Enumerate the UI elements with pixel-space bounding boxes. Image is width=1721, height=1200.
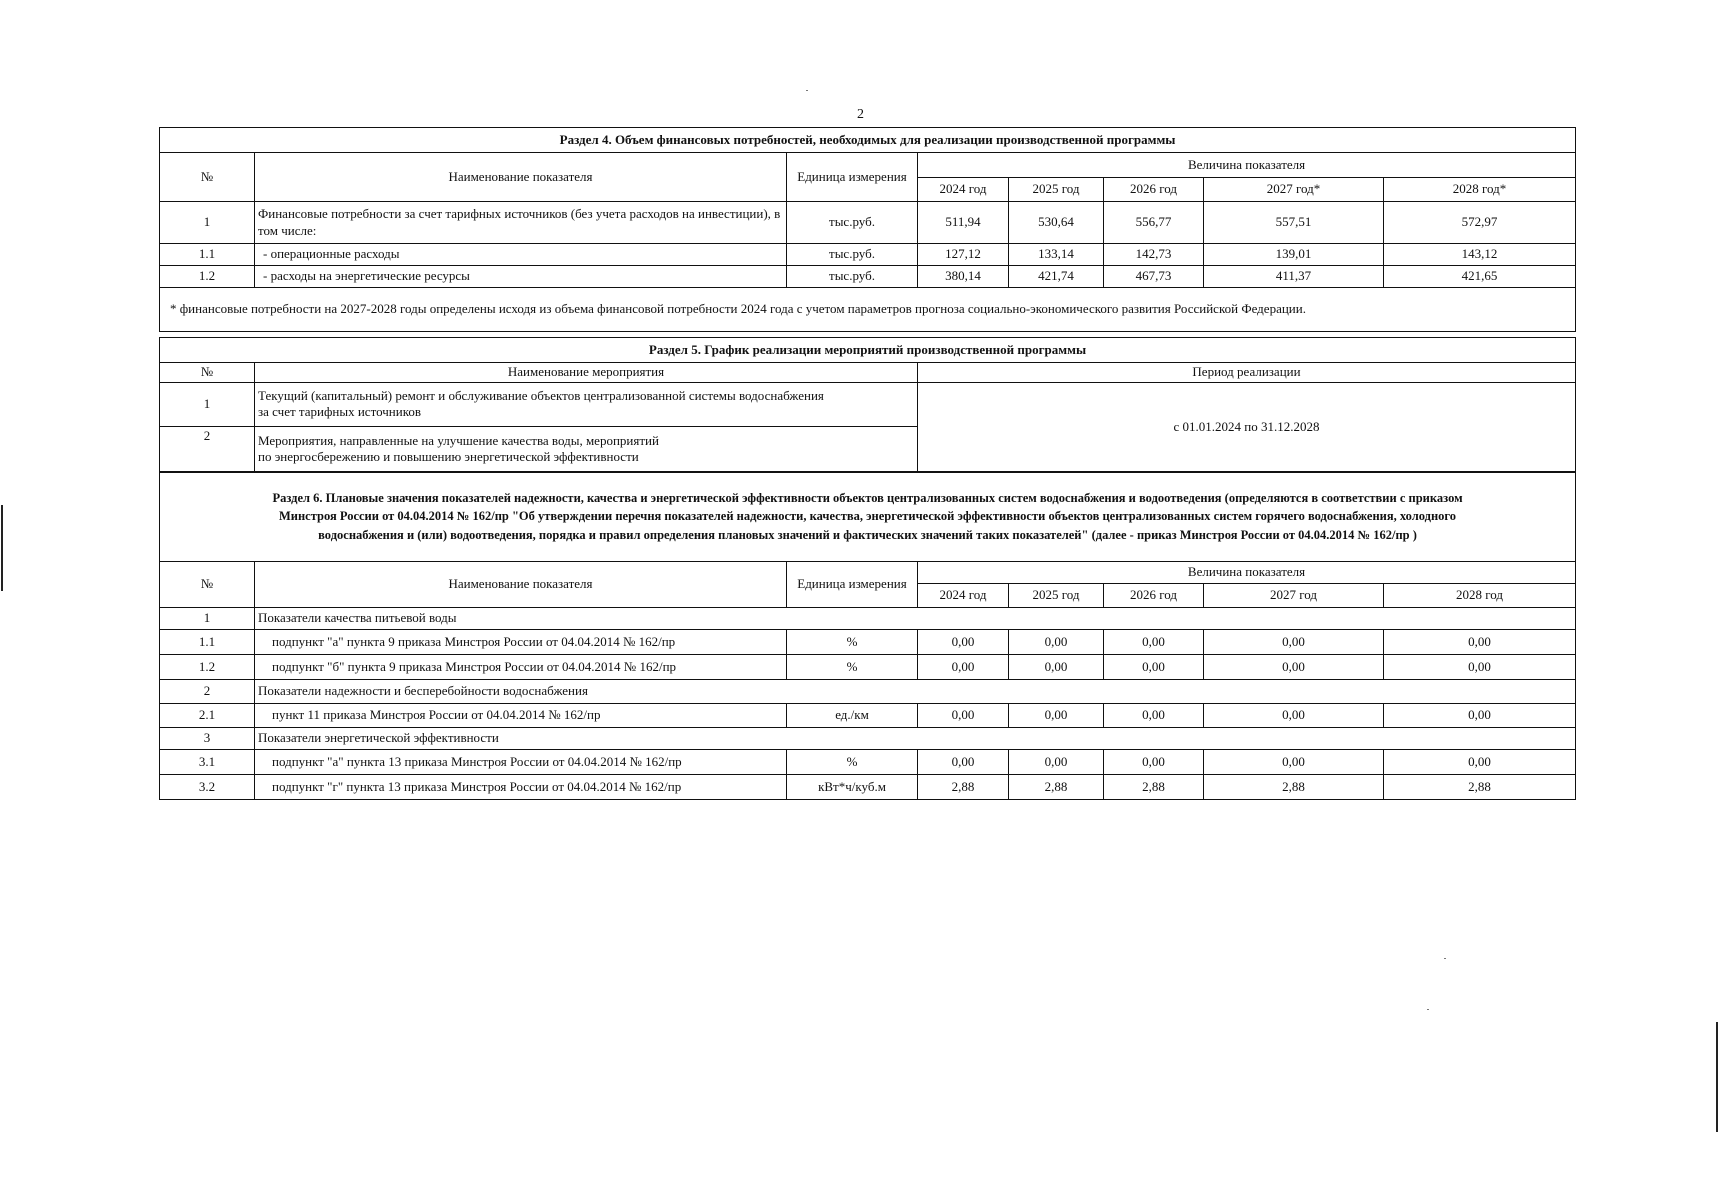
section4-title: Раздел 4. Объем финансовых потребностей, необходимых для реализации производственной программы — [160, 128, 1576, 153]
row-name-line: Текущий (капитальный) ремонт и обслуживание объектов централизованной системы водоснабжения — [258, 387, 824, 403]
row-num: 1.2 — [160, 655, 255, 680]
row-value: 557,51 — [1204, 202, 1384, 244]
row-num: 1 — [160, 382, 255, 426]
table-row — [160, 775, 1576, 800]
row-value: 2,88 — [1204, 775, 1384, 800]
row-value: 0,00 — [1104, 750, 1204, 775]
row-value: 2,88 — [1009, 775, 1104, 800]
group-num: 1 — [160, 608, 255, 630]
section5-title: Раздел 5. График реализации мероприятий производственной программы — [160, 338, 1576, 363]
header-year: 2024 год — [918, 178, 1009, 202]
row-value: 0,00 — [1009, 750, 1104, 775]
row-value: 0,00 — [1384, 630, 1576, 655]
row-value: 0,00 — [1204, 704, 1384, 728]
row-unit: кВт*ч/куб.м — [787, 775, 918, 800]
header-year: 2028 год — [1384, 584, 1576, 608]
scan-mark-left — [1, 505, 3, 591]
table-row — [160, 655, 1576, 680]
scan-mark-right — [1716, 1022, 1718, 1132]
header-name: Наименование мероприятия — [255, 363, 918, 383]
section5-table — [159, 337, 1576, 473]
row-value: 380,14 — [918, 266, 1009, 288]
header-num: № — [160, 153, 255, 202]
row-name: подпункт "а" пункта 13 приказа Минстроя России от 04.04.2014 № 162/пр — [255, 750, 787, 775]
group-num: 2 — [160, 680, 255, 704]
row-value: 133,14 — [1009, 244, 1104, 266]
row-value: 0,00 — [1009, 704, 1104, 728]
header-num: № — [160, 363, 255, 383]
row-num: 3.2 — [160, 775, 255, 800]
header-year: 2025 год — [1009, 584, 1104, 608]
row-unit: тыс.руб. — [787, 244, 918, 266]
row-name-line: Мероприятия, направленные на улучшение качества воды, мероприятий — [258, 432, 659, 448]
table-row — [160, 630, 1576, 655]
table-row — [160, 266, 1576, 288]
row-value: 142,73 — [1104, 244, 1204, 266]
group-row — [160, 728, 1576, 750]
row-value: 530,64 — [1009, 202, 1104, 244]
header-period: Период реализации — [918, 363, 1576, 383]
table-row — [160, 750, 1576, 775]
group-name: Показатели качества питьевой воды — [255, 608, 1576, 630]
header-year: 2028 год* — [1384, 178, 1576, 202]
group-row — [160, 680, 1576, 704]
row-value: 421,65 — [1384, 266, 1576, 288]
row-name: - расходы на энергетические ресурсы — [255, 266, 787, 288]
section6-title-line: Раздел 6. Плановые значения показателей надежности, качества и энергетической эффективности объектов централизованных систем водоснабжения и водоотведения (определяются в соответствии с приказом — [272, 491, 1463, 506]
row-unit: тыс.руб. — [787, 202, 918, 244]
scan-speck — [1427, 1009, 1429, 1010]
row-value: 139,01 — [1204, 244, 1384, 266]
row-value: 0,00 — [1384, 655, 1576, 680]
row-unit: % — [787, 630, 918, 655]
row-value: 2,88 — [1104, 775, 1204, 800]
header-name: Наименование показателя — [255, 562, 787, 608]
row-value: 0,00 — [918, 750, 1009, 775]
section6-title-line: водоснабжения и (или) водоотведения, порядка и правил определения плановых значений и фактических значений таких показателей" (далее - приказ Минстроя России от 04.04.2014 № 162/пр ) — [318, 527, 1417, 542]
header-year: 2024 год — [918, 584, 1009, 608]
row-value: 0,00 — [1204, 655, 1384, 680]
row-value: 0,00 — [918, 655, 1009, 680]
row-num: 1.2 — [160, 266, 255, 288]
row-value: 411,37 — [1204, 266, 1384, 288]
row-unit: тыс.руб. — [787, 266, 918, 288]
row-value: 572,97 — [1384, 202, 1576, 244]
row-name-line: за счет тарифных источников — [258, 404, 421, 420]
table-row — [160, 704, 1576, 728]
header-num: № — [160, 562, 255, 608]
header-value-group: Величина показателя — [918, 562, 1576, 584]
row-unit: % — [787, 655, 918, 680]
row-name: подпункт "а" пункта 9 приказа Минстроя России от 04.04.2014 № 162/пр — [255, 630, 787, 655]
header-year: 2027 год — [1204, 584, 1384, 608]
row-num: 2 — [160, 426, 255, 472]
row-value: 2,88 — [918, 775, 1009, 800]
row-value: 467,73 — [1104, 266, 1204, 288]
header-unit: Единица измерения — [787, 562, 918, 608]
group-row — [160, 608, 1576, 630]
row-name-line: по энергосбережению и повышению энергетической эффективности — [258, 449, 639, 465]
period-cell: с 01.01.2024 по 31.12.2028 — [918, 382, 1576, 472]
row-name — [255, 426, 918, 472]
row-name: Финансовые потребности за счет тарифных источников (без учета расходов на инвестиции), в том числе: — [255, 202, 787, 244]
group-num: 3 — [160, 728, 255, 750]
row-name — [255, 382, 918, 426]
section6-table — [159, 471, 1576, 800]
row-value: 421,74 — [1009, 266, 1104, 288]
row-num: 2.1 — [160, 704, 255, 728]
table-row — [160, 244, 1576, 266]
row-value: 0,00 — [918, 630, 1009, 655]
scan-speck — [1444, 958, 1446, 959]
header-value-group: Величина показателя — [918, 153, 1576, 178]
table-row — [160, 202, 1576, 244]
section4-table — [159, 127, 1576, 332]
row-value: 0,00 — [918, 704, 1009, 728]
row-num: 1 — [160, 202, 255, 244]
row-name: пункт 11 приказа Минстроя России от 04.04.2014 № 162/пр — [255, 704, 787, 728]
group-name: Показатели энергетической эффективности — [255, 728, 1576, 750]
row-value: 2,88 — [1384, 775, 1576, 800]
row-value: 0,00 — [1104, 655, 1204, 680]
row-name: подпункт "г" пункта 13 приказа Минстроя России от 04.04.2014 № 162/пр — [255, 775, 787, 800]
row-value: 0,00 — [1009, 655, 1104, 680]
row-unit: ед./км — [787, 704, 918, 728]
row-value: 0,00 — [1204, 630, 1384, 655]
header-year: 2026 год — [1104, 178, 1204, 202]
row-value: 511,94 — [918, 202, 1009, 244]
section6-title-line: Минстроя России от 04.04.2014 № 162/пр "Об утверждении перечня показателей надежности, качества, энергетической эффективности объектов централизованных систем горячего водоснабжения, холодного — [278, 509, 1457, 524]
row-value: 0,00 — [1104, 630, 1204, 655]
header-year: 2026 год — [1104, 584, 1204, 608]
scan-speck — [806, 90, 808, 91]
row-value: 556,77 — [1104, 202, 1204, 244]
row-num: 1.1 — [160, 630, 255, 655]
row-value: 127,12 — [918, 244, 1009, 266]
row-value: 0,00 — [1104, 704, 1204, 728]
row-value: 143,12 — [1384, 244, 1576, 266]
row-num: 3.1 — [160, 750, 255, 775]
header-unit: Единица измерения — [787, 153, 918, 202]
header-year: 2025 год — [1009, 178, 1104, 202]
row-name: подпункт "б" пункта 9 приказа Минстроя России от 04.04.2014 № 162/пр — [255, 655, 787, 680]
header-year: 2027 год* — [1204, 178, 1384, 202]
header-name: Наименование показателя — [255, 153, 787, 202]
group-name: Показатели надежности и бесперебойности водоснабжения — [255, 680, 1576, 704]
page-number: 2 — [857, 107, 864, 122]
row-num: 1.1 — [160, 244, 255, 266]
section6-title — [160, 472, 1576, 562]
row-value: 0,00 — [1384, 750, 1576, 775]
row-name: - операционные расходы — [255, 244, 787, 266]
row-value: 0,00 — [1384, 704, 1576, 728]
row-value: 0,00 — [1009, 630, 1104, 655]
row-value: 0,00 — [1204, 750, 1384, 775]
section4-note: * финансовые потребности на 2027-2028 годы определены исходя из объема финансовой потребности 2024 года с учетом параметров прогноза социально-экономического развития Российской Федерации. — [160, 288, 1576, 332]
row-unit: % — [787, 750, 918, 775]
table-row — [160, 382, 1576, 426]
